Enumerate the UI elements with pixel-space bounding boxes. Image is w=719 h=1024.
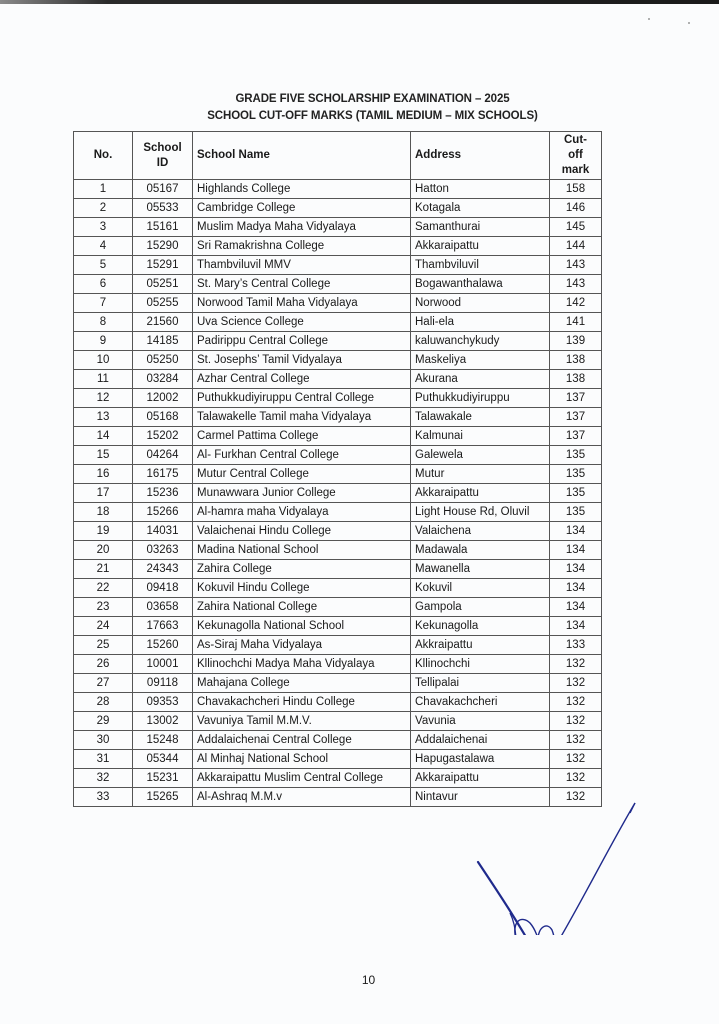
cell-cutoff-mark: 132: [550, 674, 602, 693]
cell-no: 8: [74, 313, 133, 332]
table-row: [74, 693, 602, 712]
cell-address: Valaichena: [411, 522, 550, 541]
cell-cutoff-mark: 142: [550, 294, 602, 313]
cell-school-name: Chavakachcheri Hindu College: [193, 693, 411, 712]
cell-address: Kllinochchi: [411, 655, 550, 674]
cell-address: Madawala: [411, 541, 550, 560]
cell-no: 16: [74, 465, 133, 484]
cell-school-id: 09118: [133, 674, 193, 693]
cell-school-id: 05250: [133, 351, 193, 370]
cell-cutoff-mark: 134: [550, 541, 602, 560]
cell-school-id: 15248: [133, 731, 193, 750]
cell-school-id: 05167: [133, 180, 193, 199]
cell-school-id: 05255: [133, 294, 193, 313]
cell-cutoff-mark: 132: [550, 712, 602, 731]
table-row: [74, 256, 602, 275]
cell-no: 7: [74, 294, 133, 313]
table-row: [74, 750, 602, 769]
cell-school-id: 15231: [133, 769, 193, 788]
cell-no: 17: [74, 484, 133, 503]
cell-school-name: Mutur Central College: [193, 465, 411, 484]
cell-school-id: 10001: [133, 655, 193, 674]
cell-school-name: Azhar Central College: [193, 370, 411, 389]
cell-no: 12: [74, 389, 133, 408]
cell-address: Akurana: [411, 370, 550, 389]
cell-address: Akkaraipattu: [411, 237, 550, 256]
table-row: [74, 237, 602, 256]
cutoff-marks-table: [73, 131, 602, 807]
cell-no: 2: [74, 199, 133, 218]
table-row: [74, 674, 602, 693]
cell-cutoff-mark: 134: [550, 560, 602, 579]
cell-address: Talawakale: [411, 408, 550, 427]
cell-cutoff-mark: 138: [550, 370, 602, 389]
table-row: [74, 351, 602, 370]
cell-address: Mutur: [411, 465, 550, 484]
cell-address: Akkaraipattu: [411, 769, 550, 788]
cell-cutoff-mark: 132: [550, 655, 602, 674]
cell-cutoff-mark: 143: [550, 256, 602, 275]
cell-school-id: 14185: [133, 332, 193, 351]
cell-school-id: 05168: [133, 408, 193, 427]
cell-school-name: Al- Furkhan Central College: [193, 446, 411, 465]
cell-cutoff-mark: 138: [550, 351, 602, 370]
cell-school-name: Al Minhaj National School: [193, 750, 411, 769]
cell-address: Kalmunai: [411, 427, 550, 446]
table-row: [74, 199, 602, 218]
cell-address: Nintavur: [411, 788, 550, 807]
cell-school-id: 03284: [133, 370, 193, 389]
cell-school-name: Talawakelle Tamil maha Vidyalaya: [193, 408, 411, 427]
cell-cutoff-mark: 135: [550, 446, 602, 465]
cell-school-id: 09418: [133, 579, 193, 598]
cell-address: Kotagala: [411, 199, 550, 218]
cell-address: Bogawanthalawa: [411, 275, 550, 294]
table-row: [74, 332, 602, 351]
cell-school-id: 05344: [133, 750, 193, 769]
cell-school-id: 15236: [133, 484, 193, 503]
cell-no: 5: [74, 256, 133, 275]
cell-no: 15: [74, 446, 133, 465]
table-row: [74, 427, 602, 446]
cell-school-name: Highlands College: [193, 180, 411, 199]
table-row: [74, 484, 602, 503]
table-row: [74, 617, 602, 636]
table-row: [74, 579, 602, 598]
cell-school-name: Zahira College: [193, 560, 411, 579]
cell-school-id: 16175: [133, 465, 193, 484]
cell-school-id: 15291: [133, 256, 193, 275]
cell-no: 30: [74, 731, 133, 750]
cell-cutoff-mark: 132: [550, 769, 602, 788]
cell-no: 14: [74, 427, 133, 446]
cell-no: 27: [74, 674, 133, 693]
cell-school-name: Munawwara Junior College: [193, 484, 411, 503]
cell-school-name: Padirippu Central College: [193, 332, 411, 351]
cell-school-id: 15202: [133, 427, 193, 446]
cell-school-name: Vavuniya Tamil M.M.V.: [193, 712, 411, 731]
cell-address: Akkraipattu: [411, 636, 550, 655]
cell-cutoff-mark: 144: [550, 237, 602, 256]
cell-no: 6: [74, 275, 133, 294]
cell-school-id: 05251: [133, 275, 193, 294]
cell-address: Hali-ela: [411, 313, 550, 332]
cell-school-name: Kekunagolla National School: [193, 617, 411, 636]
cell-no: 24: [74, 617, 133, 636]
cell-address: Tellipalai: [411, 674, 550, 693]
cell-address: Vavunia: [411, 712, 550, 731]
cell-address: Maskeliya: [411, 351, 550, 370]
cell-school-id: 15290: [133, 237, 193, 256]
cell-address: Puthukkudiyiruppu: [411, 389, 550, 408]
table-row: [74, 636, 602, 655]
cell-address: Kekunagolla: [411, 617, 550, 636]
cell-school-id: 24343: [133, 560, 193, 579]
page-number: 10: [361, 973, 376, 987]
cell-address: Gampola: [411, 598, 550, 617]
cell-cutoff-mark: 158: [550, 180, 602, 199]
scan-edge: [0, 0, 719, 4]
cell-address: Mawanella: [411, 560, 550, 579]
cell-school-name: Norwood Tamil Maha Vidyalaya: [193, 294, 411, 313]
signature-icon: [470, 795, 650, 935]
cell-school-name: Valaichenai Hindu College: [193, 522, 411, 541]
cell-no: 19: [74, 522, 133, 541]
cell-cutoff-mark: 135: [550, 465, 602, 484]
table-row: [74, 731, 602, 750]
cell-cutoff-mark: 132: [550, 693, 602, 712]
cell-school-name: Al-Ashraq M.M.v: [193, 788, 411, 807]
table-row: [74, 218, 602, 237]
cell-address: Light House Rd, Oluvil: [411, 503, 550, 522]
cell-cutoff-mark: 141: [550, 313, 602, 332]
cell-no: 13: [74, 408, 133, 427]
cell-cutoff-mark: 137: [550, 408, 602, 427]
table-row: [74, 560, 602, 579]
cell-address: Hatton: [411, 180, 550, 199]
cell-school-id: 05533: [133, 199, 193, 218]
table-row: [74, 389, 602, 408]
cell-cutoff-mark: 143: [550, 275, 602, 294]
table-row: [74, 180, 602, 199]
document-subtitle: SCHOOL CUT-OFF MARKS (TAMIL MEDIUM – MIX SCHOOLS): [207, 110, 538, 122]
cell-school-id: 03658: [133, 598, 193, 617]
cell-school-name: Thambviluvil MMV: [193, 256, 411, 275]
cell-address: Hapugastalawa: [411, 750, 550, 769]
cell-no: 32: [74, 769, 133, 788]
cell-cutoff-mark: 134: [550, 617, 602, 636]
cell-school-id: 09353: [133, 693, 193, 712]
table-row: [74, 598, 602, 617]
table-body: [74, 180, 602, 807]
cell-no: 11: [74, 370, 133, 389]
cell-address: Addalaichenai: [411, 731, 550, 750]
table-row: [74, 275, 602, 294]
cell-cutoff-mark: 135: [550, 503, 602, 522]
cell-cutoff-mark: 135: [550, 484, 602, 503]
cell-cutoff-mark: 134: [550, 579, 602, 598]
table-row: [74, 655, 602, 674]
table-row: [74, 522, 602, 541]
cell-school-name: St. Josephs’ Tamil Vidyalaya: [193, 351, 411, 370]
cell-cutoff-mark: 132: [550, 731, 602, 750]
cell-school-name: Uva Science College: [193, 313, 411, 332]
cell-address: Chavakachcheri: [411, 693, 550, 712]
cell-school-id: 04264: [133, 446, 193, 465]
cell-school-id: 14031: [133, 522, 193, 541]
cell-school-id: 13002: [133, 712, 193, 731]
table-row: [74, 465, 602, 484]
table-row: [74, 446, 602, 465]
cell-no: 26: [74, 655, 133, 674]
scan-speck: [648, 18, 650, 20]
cell-cutoff-mark: 133: [550, 636, 602, 655]
header-cutoff-mark: Cut-off mark: [550, 132, 602, 180]
cell-cutoff-mark: 137: [550, 427, 602, 446]
cell-no: 21: [74, 560, 133, 579]
table-row: [74, 712, 602, 731]
cell-cutoff-mark: 146: [550, 199, 602, 218]
cell-school-name: Akkaraipattu Muslim Central College: [193, 769, 411, 788]
cell-school-id: 21560: [133, 313, 193, 332]
scan-speck: [688, 22, 690, 24]
cell-cutoff-mark: 132: [550, 788, 602, 807]
cell-school-name: Muslim Madya Maha Vidyalaya: [193, 218, 411, 237]
cell-no: 1: [74, 180, 133, 199]
cell-school-name: Al-hamra maha Vidyalaya: [193, 503, 411, 522]
cell-no: 10: [74, 351, 133, 370]
cell-school-name: Madina National School: [193, 541, 411, 560]
cell-no: 4: [74, 237, 133, 256]
cell-no: 9: [74, 332, 133, 351]
cell-no: 33: [74, 788, 133, 807]
cell-cutoff-mark: 145: [550, 218, 602, 237]
cell-address: Thambviluvil: [411, 256, 550, 275]
cell-address: Norwood: [411, 294, 550, 313]
document-title: GRADE FIVE SCHOLARSHIP EXAMINATION – 2025: [235, 93, 510, 105]
table-row: [74, 503, 602, 522]
cell-no: 18: [74, 503, 133, 522]
cell-cutoff-mark: 139: [550, 332, 602, 351]
cell-address: Galewela: [411, 446, 550, 465]
table-header-row: [74, 132, 602, 180]
cell-school-name: As-Siraj Maha Vidyalaya: [193, 636, 411, 655]
header-school-id: School ID: [133, 132, 193, 180]
cell-school-name: St. Mary’s Central College: [193, 275, 411, 294]
cell-cutoff-mark: 137: [550, 389, 602, 408]
cell-school-name: Carmel Pattima College: [193, 427, 411, 446]
cell-no: 28: [74, 693, 133, 712]
header-address: Address: [411, 132, 550, 180]
cell-no: 3: [74, 218, 133, 237]
cell-school-id: 03263: [133, 541, 193, 560]
cell-school-id: 15265: [133, 788, 193, 807]
cell-no: 22: [74, 579, 133, 598]
cell-school-name: Cambridge College: [193, 199, 411, 218]
cell-address: Kokuvil: [411, 579, 550, 598]
header-school-name: School Name: [193, 132, 411, 180]
cell-school-id: 17663: [133, 617, 193, 636]
table-row: [74, 313, 602, 332]
cell-school-name: Zahira National College: [193, 598, 411, 617]
cell-no: 31: [74, 750, 133, 769]
cell-address: kaluwanchykudy: [411, 332, 550, 351]
cell-no: 20: [74, 541, 133, 560]
cell-school-id: 12002: [133, 389, 193, 408]
cell-cutoff-mark: 134: [550, 598, 602, 617]
cell-cutoff-mark: 134: [550, 522, 602, 541]
table-row: [74, 370, 602, 389]
cell-school-name: Sri Ramakrishna College: [193, 237, 411, 256]
cell-school-id: 15161: [133, 218, 193, 237]
cell-school-name: Puthukkudiyiruppu Central College: [193, 389, 411, 408]
cell-address: Samanthurai: [411, 218, 550, 237]
cell-school-name: Addalaichenai Central College: [193, 731, 411, 750]
cell-school-name: Kokuvil Hindu College: [193, 579, 411, 598]
cell-school-id: 15266: [133, 503, 193, 522]
cell-address: Akkaraipattu: [411, 484, 550, 503]
cell-school-name: Mahajana College: [193, 674, 411, 693]
cell-no: 29: [74, 712, 133, 731]
cell-cutoff-mark: 132: [550, 750, 602, 769]
table-row: [74, 541, 602, 560]
table-row: [74, 408, 602, 427]
cell-school-name: Kllinochchi Madya Maha Vidyalaya: [193, 655, 411, 674]
cell-no: 23: [74, 598, 133, 617]
header-no: No.: [74, 132, 133, 180]
table-row: [74, 294, 602, 313]
table-row: [74, 769, 602, 788]
cell-school-id: 15260: [133, 636, 193, 655]
cell-no: 25: [74, 636, 133, 655]
